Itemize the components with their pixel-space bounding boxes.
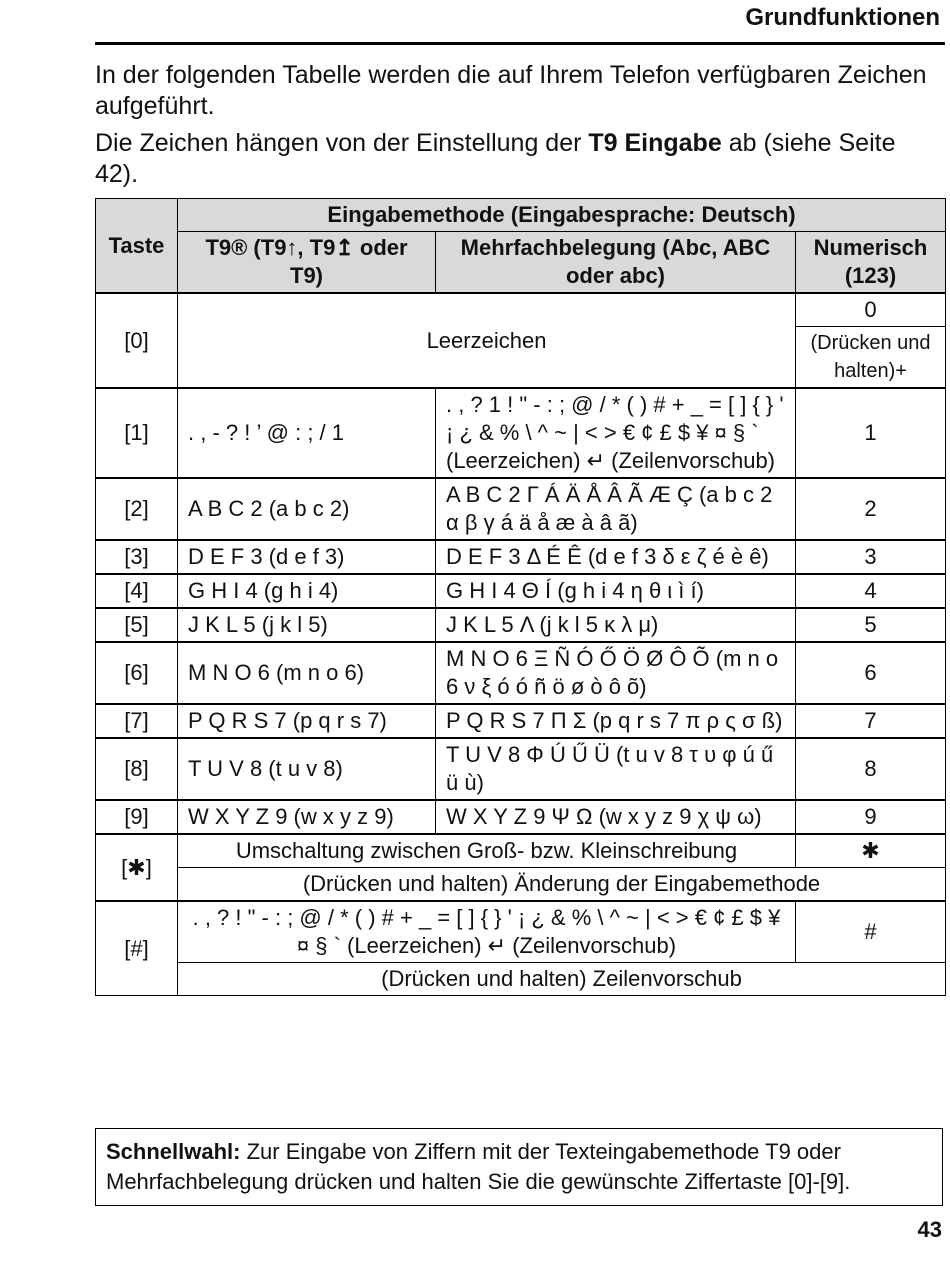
intro-paragraph-1: In der folgenden Tabelle werden die auf Ihrem Telefon verfügbaren Zeichen aufgeführt.: [95, 61, 927, 120]
multitap-chars: J K L 5 Λ (j k l 5 κ λ μ): [436, 608, 796, 642]
t9-chars: W X Y Z 9 (w x y z 9): [178, 800, 436, 834]
t9-chars: G H I 4 (g h i 4): [178, 574, 436, 608]
intro-paragraph-2: [95, 128, 940, 190]
multitap-chars: D E F 3 Δ É Ê (d e f 3 δ ε ζ é è ê): [436, 540, 796, 574]
numeric-char: 3: [796, 540, 946, 574]
star-hold: (Drücken und halten) Änderung der Eingabemethode: [178, 868, 946, 902]
numeric-char: 5: [796, 608, 946, 642]
header-numeric: Numerisch (123): [796, 232, 946, 294]
multitap-chars: P Q R S 7 Π Σ (p q r s 7 π ρ ς σ ß): [436, 704, 796, 738]
key-hash: [#]: [96, 901, 178, 996]
key-8: [8]: [96, 738, 178, 800]
header-input-method: Eingabemethode (Eingabesprache: Deutsch): [178, 199, 946, 232]
numeric-char: 8: [796, 738, 946, 800]
numeric-char: 2: [796, 478, 946, 540]
space-cell: Leerzeichen: [178, 293, 796, 388]
header-key: Taste: [96, 199, 178, 294]
hash-shared: . , ? ! " - : ; @ / * ( ) # + _ = [ ] { } ' ¡ ¿ & % \ ^ ~ | < > € ¢ £ $ ¥ ¤ § ` (Leerzeichen) ↵ (Zeilenvorschub): [178, 901, 796, 963]
section-title: Grundfunktionen: [745, 4, 940, 31]
hash-numeric: #: [796, 901, 946, 963]
key-2: [2]: [96, 478, 178, 540]
note-text: Zur Eingabe von Ziffern mit der Texteingabemethode T9 oder Mehrfachbelegung drücken und halten Sie die gewünschte Ziffertaste [0]-[9].: [106, 1139, 851, 1194]
t9-chars: J K L 5 (j k l 5): [178, 608, 436, 642]
table-row: [96, 738, 946, 800]
table-row: [96, 704, 946, 738]
hash-hold: (Drücken und halten) Zeilenvorschub: [178, 963, 946, 996]
t9-chars: A B C 2 (a b c 2): [178, 478, 436, 540]
multitap-chars: T U V 8 Φ Ú Ű Ü (t u v 8 τ υ φ ú ű ü ù): [436, 738, 796, 800]
table-row: [96, 608, 946, 642]
multitap-chars: M N O 6 Ξ Ñ Ó Ő Ö Ø Ô Õ (m n o 6 ν ξ ó ó ñ ö ø ò ô õ): [436, 642, 796, 704]
page-number: 43: [917, 1217, 942, 1242]
multitap-chars: A B C 2 Γ Á Ä Å Â Ã Æ Ç (a b c 2 α β γ á ä å æ à â ã): [436, 478, 796, 540]
table-row: [96, 388, 946, 478]
t9-chars: P Q R S 7 (p q r s 7): [178, 704, 436, 738]
table-row: [96, 540, 946, 574]
key-3: [3]: [96, 540, 178, 574]
intro-p2-post: ab (siehe Seite 42).: [95, 129, 896, 188]
table-row: [96, 574, 946, 608]
table-row: [96, 800, 946, 834]
table-row: [96, 478, 946, 540]
star-numeric: ✱: [796, 834, 946, 868]
note-label: Schnellwahl:: [106, 1139, 241, 1164]
intro-text: [95, 60, 940, 196]
numeric-char: 1: [796, 388, 946, 478]
star-shared: Umschaltung zwischen Groß- bzw. Kleinschreibung: [178, 834, 796, 868]
t9-input-term: T9 Eingabe: [588, 129, 722, 157]
key-9: [9]: [96, 800, 178, 834]
key-1: [1]: [96, 388, 178, 478]
t9-chars: M N O 6 (m n o 6): [178, 642, 436, 704]
numeric-char: 9: [796, 800, 946, 834]
numeric-0-hold: (Drücken und halten)+: [796, 327, 946, 389]
numeric-char: 4: [796, 574, 946, 608]
header-rule: [95, 42, 945, 45]
t9-chars: . , - ? ! ’ @ : ; / 1: [178, 388, 436, 478]
header-t9: T9® (T9↑, T9↥ oder T9): [178, 232, 436, 294]
multitap-chars: G H I 4 Θ Í (g h i 4 η θ ι ì í): [436, 574, 796, 608]
numeric-0: 0: [796, 293, 946, 327]
key-7: [7]: [96, 704, 178, 738]
header-multitap: Mehrfachbelegung (Abc, ABC oder abc): [436, 232, 796, 294]
numeric-char: 7: [796, 704, 946, 738]
t9-chars: T U V 8 (t u v 8): [178, 738, 436, 800]
table-row: [96, 642, 946, 704]
intro-p2-pre: Die Zeichen hängen von der Einstellung der: [95, 129, 589, 157]
multitap-chars: W X Y Z 9 Ψ Ω (w x y z 9 χ ψ ω): [436, 800, 796, 834]
speed-dial-note: [95, 1128, 943, 1206]
key-star: [✱]: [96, 834, 178, 901]
character-table: [95, 198, 946, 996]
t9-chars: D E F 3 (d e f 3): [178, 540, 436, 574]
numeric-char: 6: [796, 642, 946, 704]
multitap-chars: . , ? 1 ! " - : ; @ / * ( ) # + _ = [ ] { } ' ¡ ¿ & % \ ^ ~ | < > € ¢ £ $ ¥ ¤ § ` (Leerzeichen) ↵ (Zeilenvorschub): [436, 388, 796, 478]
key-4: [4]: [96, 574, 178, 608]
key-5: [5]: [96, 608, 178, 642]
key-6: [6]: [96, 642, 178, 704]
key-0: [0]: [96, 293, 178, 388]
